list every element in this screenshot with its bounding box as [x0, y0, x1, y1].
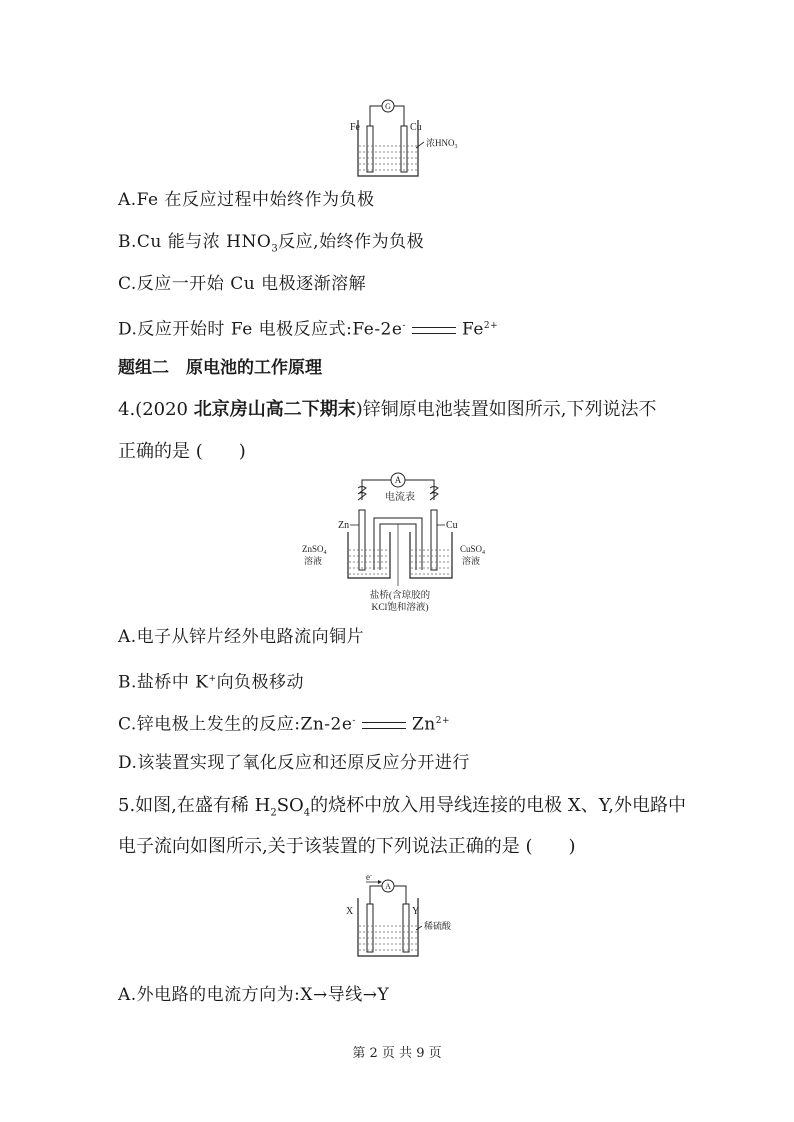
q4-option-c: C.锌电极上发生的反应:Zn-2e- $Zn^{2+}$: [118, 714, 451, 735]
section-heading: 题组二 原电池的工作原理: [118, 358, 322, 378]
salt-bridge-label-1: 盐桥(含琼胶的: [369, 591, 431, 601]
fe-label: Fe: [350, 122, 360, 133]
solution-label: 浓$HNO_3$: [426, 138, 458, 150]
q5-stem-line1: 5.如图,在盛有稀 $H_2SO_4$的烧杯中放入用导线连接的电极 X、Y,外电路中: [118, 795, 686, 819]
q4-option-b: B.盐桥中 K+向负极移动: [118, 672, 305, 693]
salt-bridge-label-2: KCl饱和溶液): [371, 603, 429, 613]
right-solution-label: CuSO$_4$: [460, 544, 486, 556]
xy-cell-figure: [342, 870, 462, 960]
q5-stem-line2: 电子流向如图所示,关于该装置的下列说法正确的是 ( ): [118, 836, 576, 857]
right-solution-label-2: 溶液: [462, 556, 481, 566]
galvanometer-label: G: [385, 102, 391, 111]
ammeter-label: A: [385, 882, 391, 891]
cu-label: Cu: [446, 520, 458, 531]
reaction-equals-sign: [362, 722, 406, 729]
zn-cu-salt-bridge-figure: [296, 470, 498, 614]
q3-option-c: C.反应一开始 Cu 电极逐渐溶解: [118, 274, 367, 294]
zn-label: Zn: [338, 520, 350, 531]
q4-option-d: D.该装置实现了氧化反应和还原反应分开进行: [118, 753, 470, 773]
q4-stem-line1: 4.(2020 北京房山高二下期末)锌铜原电池装置如图所示,下列说法不: [118, 399, 657, 420]
left-solution-label-2: 溶液: [304, 556, 323, 566]
page-footer: 第 2 页 共 9 页: [352, 1046, 442, 1061]
q3-option-a: A.Fe 在反应过程中始终作为负极: [118, 190, 375, 210]
fe-cu-cell-figure: [340, 96, 460, 178]
cu-label: Cu: [410, 122, 422, 133]
x-label: X: [346, 906, 354, 917]
reaction-equals-sign: [412, 327, 456, 334]
q4-stem-line2: 正确的是 ( ): [118, 441, 246, 462]
q3-option-b: B.Cu 能与浓 $HNO_3$反应,始终作为负极: [118, 232, 425, 255]
q4-option-a: A.电子从锌片经外电路流向铜片: [118, 627, 365, 647]
solution-label: 稀硫酸: [424, 921, 452, 931]
ammeter-caption: 电流表: [385, 492, 415, 503]
q5-option-a: A.外电路的电流方向为:X→导线→Y: [118, 985, 390, 1005]
y-label: Y: [412, 906, 420, 917]
left-solution-label: ZnSO$_4$: [302, 544, 327, 556]
ammeter-label: A: [394, 475, 402, 485]
electron-label: e-: [366, 872, 372, 882]
q3-option-d: D.反应开始时 Fe 电极反应式:Fe-2e- $Fe^{2+}$: [118, 319, 499, 340]
